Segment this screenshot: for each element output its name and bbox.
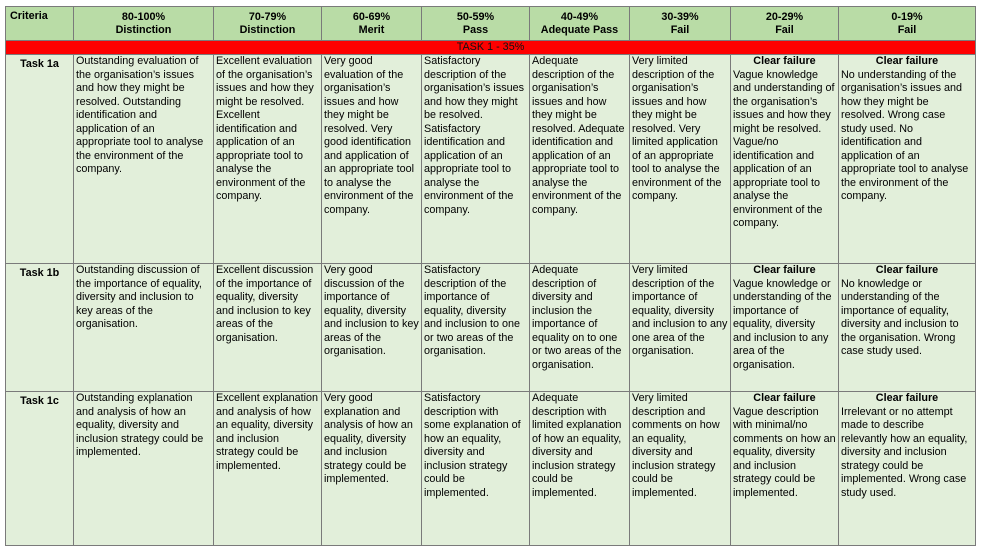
cell-heading: Clear failure (753, 264, 816, 276)
band-range: 70-79% (248, 10, 287, 23)
task-banner: TASK 1 - 35% (6, 41, 976, 55)
band-range: 40-49% (560, 10, 599, 23)
cell-text: Very good explanation and analysis of how an equality, diversity and inclusion strategy could be implemented. (324, 392, 413, 485)
table-row-task-1a (6, 55, 976, 264)
row-heading: Task 1b (6, 264, 74, 392)
cell-text: Very good discussion of the importance of equality, diversity and inclusion to key areas of the organisation. (324, 264, 419, 357)
cell-heading: Clear failure (753, 55, 816, 67)
cell-text: Very limited description of the importance of equality, diversity and inclusion to any one area of the organisation. (632, 264, 728, 357)
cell-heading: Clear failure (875, 264, 939, 276)
rubric-cell (322, 55, 422, 264)
rubric-cell (630, 264, 731, 392)
rubric-cell (839, 392, 976, 546)
band-header-40-49 (530, 7, 630, 41)
row-heading: Task 1c (6, 392, 74, 546)
table-row-task-1b (6, 264, 976, 392)
rubric-cell (630, 55, 731, 264)
cell-text: Excellent explanation and analysis of how an equality, diversity and inclusion strategy could be implemented. (216, 392, 319, 472)
rubric-cell (422, 392, 530, 546)
cell-text: Satisfactory description of the importance of equality, diversity and inclusion to one or two areas of the organisation. (424, 264, 521, 357)
band-label: Pass (462, 23, 489, 36)
band-label: Fail (897, 23, 917, 36)
cell-text: Very limited description of the organisation’s issues and how they might be resolved. Very limited application of an appropriate tool to analyse the environment of the company. (632, 55, 722, 202)
cell-text: Very limited description and comments on how an equality, diversity and inclusion strategy could be implemented. (632, 392, 720, 499)
rubric-cell (630, 392, 731, 546)
cell-text: Irrelevant or no attempt made to describe relevantly how an equality, diversity and inclusion strategy could be implemented. Wrong case study used. (841, 405, 968, 499)
rubric-cell (322, 392, 422, 546)
rubric-cell (530, 55, 630, 264)
rubric-cell (214, 55, 322, 264)
criteria-header: Criteria (6, 7, 74, 41)
cell-text: Vague knowledge and understanding of the organisation’s issues and how they might be resolved. Vague/no identification and application of an appropriate tool to analyse the environment of the company. (733, 68, 835, 229)
rubric-cell (731, 392, 839, 546)
cell-text: Outstanding discussion of the importance of equality, diversity and inclusion to key areas of the organisation. (76, 264, 202, 330)
cell-heading: Clear failure (875, 55, 939, 67)
task-banner-row (6, 41, 976, 55)
rubric-cell (731, 264, 839, 392)
marking-rubric-table (5, 6, 976, 546)
rubric-cell (214, 392, 322, 546)
row-heading: Task 1a (6, 55, 74, 264)
cell-text: Adequate description of the organisation’s issues and how they might be resolved. Adequate identification and application of an appropriate tool to analyse the environment of the company. (532, 55, 625, 216)
band-header-60-69 (322, 7, 422, 41)
cell-text: No understanding of the organisation’s issues and how they might be resolved. Wrong case study used. No identification and application of an appropriate tool to analyse the environment of the company. (841, 68, 969, 202)
band-header-0-19 (839, 7, 976, 41)
rubric-cell (530, 264, 630, 392)
cell-text: Vague description with minimal/no comments on how an equality, diversity and inclusion strategy could be implemented. (733, 405, 836, 499)
rubric-cell (422, 264, 530, 392)
rubric-cell (839, 55, 976, 264)
table-row-task-1c (6, 392, 976, 546)
cell-text: Very good evaluation of the organisation’s issues and how they might be resolved. Very good identification and application of an appropriate tool to analyse the environment of the company. (324, 55, 415, 216)
cell-heading: Clear failure (875, 392, 939, 404)
band-range: 30-39% (661, 10, 699, 23)
band-label: Distinction (115, 23, 172, 36)
cell-text: Excellent discussion of the importance of equality, diversity and inclusion to key areas of the organisation. (216, 264, 314, 344)
rubric-cell (74, 264, 214, 392)
band-label: Distinction (239, 23, 296, 36)
cell-text: Vague knowledge or understanding of the importance of equality, diversity and inclusion to any area of the organisation. (733, 277, 832, 371)
band-range: 80-100% (121, 10, 166, 23)
cell-text: Adequate description with limited explanation of how an equality, diversity and inclusion strategy could be implemented. (532, 392, 622, 499)
cell-text: Excellent evaluation of the organisation’s issues and how they might be resolved. Excellent identification and application of an appropriate tool to analyse the environment of the company. (216, 55, 314, 202)
cell-text: Adequate description of diversity and inclusion the importance of equality on to one or two areas of the organisation. (532, 264, 622, 371)
band-header-70-79 (214, 7, 322, 41)
rubric-cell (322, 264, 422, 392)
band-range: 20-29% (765, 10, 804, 23)
band-header-20-29 (731, 7, 839, 41)
cell-text: Satisfactory description of the organisation’s issues and how they might be resolved. Satisfactory identification and application of an appropriate tool to analyse the environment of the company. (424, 55, 525, 216)
cell-heading: Clear failure (753, 392, 816, 404)
band-header-30-39 (630, 7, 731, 41)
cell-text: Outstanding evaluation of the organisation’s issues and how they might be resolved. Outstanding identification and application of an appropriate tool to analyse the environment of the company. (76, 55, 204, 175)
rubric-cell (74, 392, 214, 546)
rubric-cell (74, 55, 214, 264)
cell-text: Outstanding explanation and analysis of how an equality, diversity and inclusion strategy could be implemented. (76, 392, 204, 458)
cell-text: No knowledge or understanding of the importance of equality, diversity and inclusion to the organisation. Wrong case study used. (841, 277, 959, 357)
rubric-cell (839, 264, 976, 392)
rubric-cell (731, 55, 839, 264)
rubric-cell (530, 392, 630, 546)
band-header-50-59 (422, 7, 530, 41)
band-range: 50-59% (456, 10, 495, 23)
band-range: 60-69% (352, 10, 391, 23)
band-label: Merit (358, 23, 385, 36)
rubric-cell (214, 264, 322, 392)
band-range: 0-19% (891, 10, 923, 23)
band-label: Adequate Pass (540, 23, 619, 36)
header-row (6, 7, 976, 41)
band-header-80-100 (74, 7, 214, 41)
band-label: Fail (775, 23, 794, 36)
cell-text: Satisfactory description with some explanation of how an equality, diversity and inclusion strategy could be implemented. (424, 392, 521, 499)
rubric-cell (422, 55, 530, 264)
band-label: Fail (670, 23, 690, 36)
